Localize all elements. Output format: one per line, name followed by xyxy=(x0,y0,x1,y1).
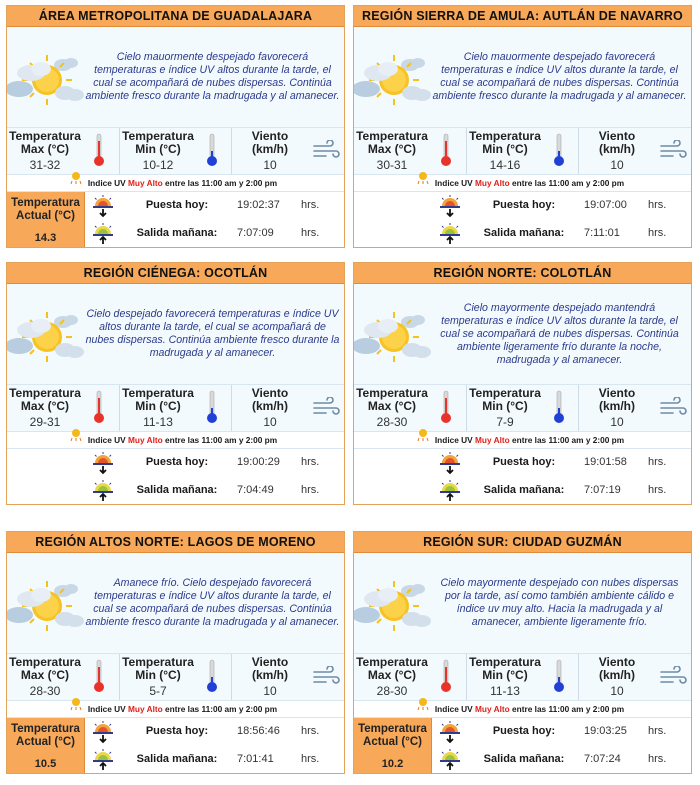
sun-list xyxy=(85,192,344,247)
current-temp-label xyxy=(7,718,84,749)
temp-max-value: 31-32 xyxy=(29,158,61,172)
temp-max-value: 30-31 xyxy=(376,158,408,172)
stats-row xyxy=(354,127,691,174)
sunrise-time: 7:07:24 xyxy=(584,753,621,765)
uv-level: Muy Alto xyxy=(475,178,510,188)
region-title: REGIÓN SUR: CIUDAD GUZMÁN xyxy=(354,532,691,553)
sunset-label: Puesta hoy: xyxy=(145,456,209,468)
sunset-icon xyxy=(438,194,462,218)
sunrise-label: Salida mañana: xyxy=(136,484,218,496)
sun-list xyxy=(432,718,691,773)
uv-level: Muy Alto xyxy=(128,178,163,188)
current-temp-cell xyxy=(7,192,85,247)
sunrise-row xyxy=(85,220,344,248)
temp-min-cell xyxy=(119,385,231,431)
forecast-panel xyxy=(7,27,344,127)
forecast-panel xyxy=(7,553,344,653)
thermometer-hot-icon xyxy=(440,390,452,424)
uv-suffix: entre las 11:00 am y 2:00 pm xyxy=(512,178,625,188)
temp-min-value: 11-13 xyxy=(490,684,520,698)
sunset-row xyxy=(85,718,344,746)
forecast-panel xyxy=(7,284,344,384)
current-temp-label-line1: Temperatura xyxy=(358,723,427,735)
thermometer-cold-icon xyxy=(553,133,565,167)
wind-label-line1: Viento xyxy=(251,386,289,400)
stats-row xyxy=(7,653,344,700)
temp-max-label-line1: Temperatura xyxy=(356,386,428,400)
region-card-1 xyxy=(6,5,345,248)
wind-label xyxy=(579,387,655,413)
wind-icon xyxy=(659,397,687,417)
sunrise-time: 7:04:49 xyxy=(237,484,274,496)
thermometer-hot-icon xyxy=(440,659,452,693)
wind-label-line2: (km/h) xyxy=(599,399,635,413)
thermometer-cold-icon xyxy=(206,390,218,424)
sunrise-icon xyxy=(91,222,115,246)
temp-min-label-line2: Min (°C) xyxy=(482,142,528,156)
region-title: ÁREA METROPOLITANA DE GUADALAJARA xyxy=(7,6,344,27)
wind-label xyxy=(232,130,308,156)
sunrise-icon xyxy=(438,748,462,772)
sunrise-row xyxy=(85,477,344,505)
wind-label xyxy=(232,387,308,413)
current-temp-cell xyxy=(354,449,432,504)
temp-max-label-line1: Temperatura xyxy=(356,655,428,669)
sunset-unit: hrs. xyxy=(301,725,320,737)
region-card-5 xyxy=(6,531,345,774)
uv-index-row xyxy=(7,431,344,448)
temp-max-label-line2: Max (°C) xyxy=(20,399,70,413)
temp-min-label-line2: Min (°C) xyxy=(135,142,181,156)
uv-level: Muy Alto xyxy=(475,435,510,445)
sunset-unit: hrs. xyxy=(648,199,667,211)
current-temp-cell xyxy=(7,718,85,773)
thermometer-hot-icon xyxy=(93,659,105,693)
sunrise-label: Salida mañana: xyxy=(483,753,565,765)
wind-label-line2: (km/h) xyxy=(599,668,635,682)
forecast-text: Amanece frío. Cielo despejado favorecerá temperaturas e índice UV altos durante la tarde, el cual se acompañará de nubes dispersas. Continúa ambiente fresco durante la madrugada y al amanecer. xyxy=(85,577,340,628)
sunset-icon xyxy=(91,720,115,744)
temp-min-label xyxy=(467,387,543,413)
current-temp-label-line2: Actual (°C) xyxy=(16,736,75,748)
sunrise-unit: hrs. xyxy=(648,227,667,239)
temp-min-label xyxy=(120,387,196,413)
temp-min-label xyxy=(467,656,543,682)
wind-label-line1: Viento xyxy=(598,655,636,669)
thermometer-hot-icon xyxy=(440,133,452,167)
sunset-unit: hrs. xyxy=(648,456,667,468)
temp-min-cell xyxy=(119,128,231,174)
wind-value: 10 xyxy=(610,415,624,429)
temp-min-label xyxy=(120,656,196,682)
sunrise-unit: hrs. xyxy=(648,753,667,765)
temp-max-label-line1: Temperatura xyxy=(356,129,428,143)
forecast-text: Cielo mauormente despejado favorecerá temperaturas e índice UV altos durante la tarde, el cual se acompañará de nubes dispersas. Continúa ambiente fresco durante la madrugada y al amanecer. xyxy=(432,51,687,102)
temp-min-label xyxy=(467,130,543,156)
wind-value: 10 xyxy=(263,415,277,429)
wind-label-line1: Viento xyxy=(598,129,636,143)
uv-sun-icon xyxy=(416,428,430,442)
uv-prefix: Indice UV xyxy=(87,435,126,445)
temp-min-label-line1: Temperatura xyxy=(469,386,541,400)
forecast-text: Cielo mayormente despejado con nubes dispersas por la tarde, así como también ambiente cálido e índice uv muy alto. Hacia la madrugada y al amanecer, ambiente ligeramente frío. xyxy=(440,577,679,628)
sunset-row xyxy=(85,192,344,220)
sunset-label: Puesta hoy: xyxy=(492,725,556,737)
temp-max-label xyxy=(7,387,83,413)
stats-row xyxy=(7,127,344,174)
forecast-text: Cielo mauormente despejado favorecerá temperaturas e índice UV altos durante la tarde, el cual se acompañará de nubes dispersas. Continúa ambiente fresco durante la madrugada y al amanecer. xyxy=(85,51,340,102)
forecast-panel xyxy=(354,284,691,384)
thermometer-hot-icon xyxy=(93,133,105,167)
region-card-4 xyxy=(353,262,692,505)
wind-label xyxy=(579,130,655,156)
uv-prefix: Indice UV xyxy=(87,704,126,714)
temp-min-label xyxy=(120,130,196,156)
sun-times xyxy=(7,717,344,773)
sunrise-label: Salida mañana: xyxy=(136,753,218,765)
region-title: REGIÓN ALTOS NORTE: LAGOS DE MORENO xyxy=(7,532,344,553)
region-title: REGIÓN NORTE: COLOTLÁN xyxy=(354,263,691,284)
temp-max-cell xyxy=(7,385,119,431)
sunrise-icon xyxy=(91,748,115,772)
uv-level: Muy Alto xyxy=(475,704,510,714)
current-temp-cell xyxy=(354,718,432,773)
temp-max-cell xyxy=(354,654,466,700)
sunrise-time: 7:11:01 xyxy=(584,227,620,239)
temp-min-label-line2: Min (°C) xyxy=(482,668,528,682)
temp-max-cell xyxy=(354,128,466,174)
current-temp-cell xyxy=(7,449,85,504)
sunrise-unit: hrs. xyxy=(301,227,320,239)
sunset-time: 19:07:00 xyxy=(584,199,627,211)
temp-max-value: 28-30 xyxy=(29,684,61,698)
sunrise-icon xyxy=(91,479,115,503)
wind-icon xyxy=(312,140,340,160)
current-temp-label xyxy=(354,718,431,749)
sunrise-label: Salida mañana: xyxy=(483,227,565,239)
temp-max-label xyxy=(7,656,83,682)
temp-max-label-line1: Temperatura xyxy=(9,129,81,143)
temp-max-label-line2: Max (°C) xyxy=(367,399,417,413)
temp-max-label-line2: Max (°C) xyxy=(20,668,70,682)
wind-label xyxy=(232,656,308,682)
temp-min-value: 10-12 xyxy=(142,158,174,172)
thermometer-cold-icon xyxy=(206,659,218,693)
sunset-time: 18:56:46 xyxy=(237,725,280,737)
region-title: REGIÓN CIÉNEGA: OCOTLÁN xyxy=(7,263,344,284)
uv-sun-icon xyxy=(416,697,430,711)
temp-max-cell xyxy=(7,654,119,700)
region-card-3 xyxy=(6,262,345,505)
uv-suffix: entre las 11:00 am y 2:00 pm xyxy=(165,435,278,445)
temp-min-label-line1: Temperatura xyxy=(469,129,541,143)
sunrise-unit: hrs. xyxy=(301,484,320,496)
region-title: REGIÓN SIERRA DE AMULA: AUTLÁN DE NAVARRO xyxy=(354,6,691,27)
uv-prefix: Indice UV xyxy=(434,435,473,445)
temp-min-cell xyxy=(466,654,578,700)
uv-index-row xyxy=(354,431,691,448)
sunset-row xyxy=(85,449,344,477)
thermometer-hot-icon xyxy=(93,390,105,424)
wind-icon xyxy=(312,397,340,417)
wind-label-line2: (km/h) xyxy=(599,142,635,156)
uv-sun-icon xyxy=(69,428,83,442)
wind-value: 10 xyxy=(610,684,624,698)
current-temp-label-line1: Temperatura xyxy=(11,197,80,209)
sunset-label: Puesta hoy: xyxy=(145,199,209,211)
temp-max-label-line1: Temperatura xyxy=(9,386,81,400)
uv-index-row xyxy=(354,700,691,717)
partly-sunny-icon xyxy=(7,306,87,366)
partly-sunny-icon xyxy=(7,49,87,109)
temp-max-label xyxy=(354,130,430,156)
temp-min-label-line2: Min (°C) xyxy=(135,668,181,682)
temp-min-label-line1: Temperatura xyxy=(469,655,541,669)
uv-suffix: entre las 11:00 am y 2:00 pm xyxy=(512,704,625,714)
wind-icon xyxy=(659,666,687,686)
sunset-row xyxy=(432,718,691,746)
stats-row xyxy=(354,653,691,700)
temp-max-label xyxy=(7,130,83,156)
temp-min-label-line1: Temperatura xyxy=(122,386,194,400)
temp-min-value: 5-7 xyxy=(149,684,167,698)
temp-min-label-line1: Temperatura xyxy=(122,655,194,669)
wind-cell xyxy=(578,385,691,431)
forecast-panel xyxy=(354,27,691,127)
wind-label-line2: (km/h) xyxy=(252,668,288,682)
sun-times xyxy=(354,448,691,504)
sunset-icon xyxy=(91,194,115,218)
wind-cell xyxy=(578,128,691,174)
sun-list xyxy=(85,718,344,773)
sunset-icon xyxy=(438,451,462,475)
stats-row xyxy=(7,384,344,431)
sunrise-unit: hrs. xyxy=(648,484,667,496)
sunrise-row xyxy=(432,220,691,248)
uv-prefix: Indice UV xyxy=(434,178,473,188)
temp-max-value: 29-31 xyxy=(29,415,61,429)
temp-min-cell xyxy=(466,128,578,174)
temp-max-label xyxy=(354,387,430,413)
temp-max-cell xyxy=(7,128,119,174)
sunset-unit: hrs. xyxy=(648,725,667,737)
temp-max-label-line1: Temperatura xyxy=(9,655,81,669)
wind-cell xyxy=(231,385,344,431)
sunrise-time: 7:07:19 xyxy=(584,484,621,496)
current-temp-cell xyxy=(354,192,432,247)
uv-level: Muy Alto xyxy=(128,435,163,445)
temp-max-cell xyxy=(354,385,466,431)
sun-list xyxy=(432,192,691,247)
thermometer-cold-icon xyxy=(553,390,565,424)
sunset-label: Puesta hoy: xyxy=(492,456,556,468)
sunset-icon xyxy=(438,720,462,744)
sun-times xyxy=(354,191,691,247)
temp-min-value: 11-13 xyxy=(143,415,173,429)
temp-min-label-line2: Min (°C) xyxy=(482,399,528,413)
temp-max-value: 28-30 xyxy=(376,415,408,429)
thermometer-cold-icon xyxy=(553,659,565,693)
wind-value: 10 xyxy=(263,684,277,698)
current-temp-label xyxy=(7,192,84,223)
temp-min-cell xyxy=(119,654,231,700)
stats-row xyxy=(354,384,691,431)
wind-label xyxy=(579,656,655,682)
temp-min-cell xyxy=(466,385,578,431)
forecast-text: Cielo mayormente despejado mantendrá temperaturas e índice UV altos durante la tarde, el cual se acompañará de nubes dispersas. Continúa ambiente ligeramente frío durante la noche, madrugada y al amanecer. xyxy=(440,301,679,366)
current-temp-label-line2: Actual (°C) xyxy=(16,210,75,222)
uv-suffix: entre las 11:00 am y 2:00 pm xyxy=(165,704,278,714)
uv-index-row xyxy=(7,700,344,717)
sunset-row xyxy=(432,192,691,220)
sunset-unit: hrs. xyxy=(301,199,320,211)
wind-label-line1: Viento xyxy=(251,129,289,143)
uv-sun-icon xyxy=(416,171,430,185)
wind-value: 10 xyxy=(610,158,624,172)
current-temp-label-line2: Actual (°C) xyxy=(363,736,422,748)
current-temp-value: 14.3 xyxy=(34,232,57,244)
partly-sunny-icon xyxy=(354,575,434,635)
forecast-panel xyxy=(354,553,691,653)
wind-icon xyxy=(659,140,687,160)
temp-min-label-line2: Min (°C) xyxy=(135,399,181,413)
sunrise-label: Salida mañana: xyxy=(136,227,218,239)
uv-level: Muy Alto xyxy=(128,704,163,714)
temp-max-label-line2: Max (°C) xyxy=(20,142,70,156)
current-temp-value: 10.5 xyxy=(34,758,57,770)
wind-cell xyxy=(231,654,344,700)
wind-label-line1: Viento xyxy=(251,655,289,669)
sunrise-unit: hrs. xyxy=(301,753,320,765)
region-card-2 xyxy=(353,5,692,248)
partly-sunny-icon xyxy=(7,575,87,635)
uv-sun-icon xyxy=(69,697,83,711)
wind-cell xyxy=(231,128,344,174)
sun-list xyxy=(432,449,691,504)
temp-max-label xyxy=(354,656,430,682)
sun-list xyxy=(85,449,344,504)
current-temp-value: 10.2 xyxy=(381,758,404,770)
uv-index-row xyxy=(354,174,691,191)
wind-cell xyxy=(578,654,691,700)
uv-suffix: entre las 11:00 am y 2:00 pm xyxy=(165,178,278,188)
sunset-time: 19:02:37 xyxy=(237,199,280,211)
partly-sunny-icon xyxy=(354,49,434,109)
uv-suffix: entre las 11:00 am y 2:00 pm xyxy=(512,435,625,445)
sunset-row xyxy=(432,449,691,477)
temp-min-label-line1: Temperatura xyxy=(122,129,194,143)
wind-label-line2: (km/h) xyxy=(252,142,288,156)
temp-min-value: 14-16 xyxy=(489,158,521,172)
forecast-text: Cielo despejado favorecerá temperaturas e índice UV altos durante la tarde, el cual se acompañará de nubes dispersas. Continúa ambiente fresco durante la madrugada y al amanecer. xyxy=(85,308,340,359)
region-card-6 xyxy=(353,531,692,774)
sunrise-row xyxy=(85,746,344,774)
sunrise-icon xyxy=(438,479,462,503)
sunrise-label: Salida mañana: xyxy=(483,484,565,496)
sunrise-time: 7:07:09 xyxy=(237,227,274,239)
partly-sunny-icon xyxy=(354,306,434,366)
sunset-label: Puesta hoy: xyxy=(145,725,209,737)
sunrise-icon xyxy=(438,222,462,246)
sunrise-row xyxy=(432,477,691,505)
current-temp-label-line1: Temperatura xyxy=(11,723,80,735)
sunset-time: 19:01:58 xyxy=(584,456,627,468)
sun-times xyxy=(354,717,691,773)
sunset-label: Puesta hoy: xyxy=(492,199,556,211)
thermometer-cold-icon xyxy=(206,133,218,167)
sunset-time: 19:03:25 xyxy=(584,725,627,737)
temp-max-label-line2: Max (°C) xyxy=(367,668,417,682)
sunset-icon xyxy=(91,451,115,475)
sun-times xyxy=(7,448,344,504)
sunset-unit: hrs. xyxy=(301,456,320,468)
uv-prefix: Indice UV xyxy=(87,178,126,188)
sun-times xyxy=(7,191,344,247)
wind-icon xyxy=(312,666,340,686)
sunset-time: 19:00:29 xyxy=(237,456,280,468)
uv-index-row xyxy=(7,174,344,191)
wind-value: 10 xyxy=(263,158,277,172)
wind-label-line2: (km/h) xyxy=(252,399,288,413)
wind-label-line1: Viento xyxy=(598,386,636,400)
sunrise-time: 7:01:41 xyxy=(237,753,274,765)
temp-max-label-line2: Max (°C) xyxy=(367,142,417,156)
temp-max-value: 28-30 xyxy=(376,684,408,698)
sunrise-row xyxy=(432,746,691,774)
temp-min-value: 7-9 xyxy=(496,415,514,429)
uv-sun-icon xyxy=(69,171,83,185)
uv-prefix: Indice UV xyxy=(434,704,473,714)
